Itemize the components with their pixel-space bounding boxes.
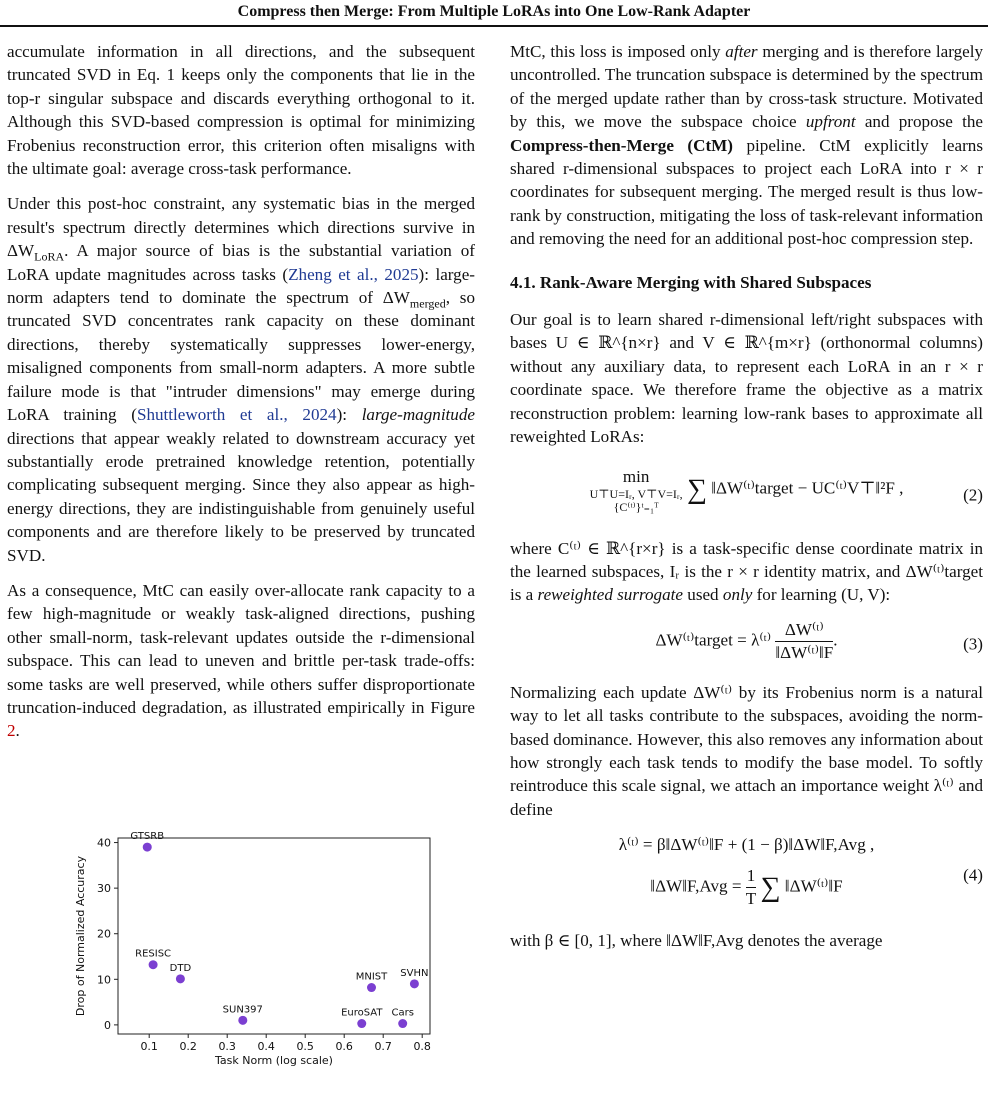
y-axis-label: Drop of Normalized Accuracy xyxy=(74,855,87,1017)
right-p1-em-upfront: upfront xyxy=(805,112,856,132)
right-paragraph-2 xyxy=(510,308,983,448)
x-tick-label: 0.7 xyxy=(374,1040,392,1053)
left-p2-text-a: Under this post-hoc constraint, any systematic bias in the merged result's spectrum directly determines which directions survive in ΔW xyxy=(7,194,475,261)
data-point xyxy=(176,974,185,983)
eq3-numerator: ΔW⁽ᵗ⁾ xyxy=(784,619,824,639)
eq3-lhs: ΔW⁽ᵗ⁾target = λ⁽ᵗ⁾ xyxy=(655,630,772,650)
left-p2-emphasis: large-magnitude xyxy=(361,405,475,425)
right-paragraph-5 xyxy=(510,929,983,952)
right-p3-em-surrogate: reweighted surrogate xyxy=(537,585,683,605)
x-tick-label: 0.8 xyxy=(413,1040,431,1053)
running-title: Compress then Merge: From Multiple LoRAs into One Low-Rank Adapter xyxy=(237,3,751,20)
section-heading: 4.1. Rank-Aware Merging with Shared Subspaces xyxy=(510,272,872,292)
right-p3-em-only: only xyxy=(722,585,753,605)
left-p2-text-b: . A major source of bias is the substantial variation of LoRA update magnitudes across tasks ( xyxy=(7,241,475,284)
eq4-line-2 xyxy=(510,865,983,910)
data-point-label: EuroSAT xyxy=(341,1007,383,1019)
eq4-one-over-T: $\frac{1}{T}$ xyxy=(745,865,757,908)
left-paragraph-1 xyxy=(7,40,475,180)
x-axis-label: Task Norm (log scale) xyxy=(215,1054,333,1067)
data-point xyxy=(357,1019,366,1028)
eq3-denominator: ‖ΔW⁽ᵗ⁾‖F xyxy=(775,642,834,662)
left-p2-text-c: ): large-norm adapters tend to dominate the spectrum of ΔW xyxy=(7,264,475,308)
right-column xyxy=(510,40,983,965)
eq4-number: (4) xyxy=(963,865,983,885)
data-point-label: RESISC xyxy=(135,948,172,960)
y-tick-label: 20 xyxy=(97,927,111,941)
left-p1-text: accumulate information in all directions, and the subsequent truncated SVD in Eq. 1 keeps only the components that lie in the top-r singular subspace and discards everything orthogonal to it. Although this SVD-based compression is optimal for minimizing Frobenius reconstruction error, this criterion often misaligns with the ultimate goal: average cross-task performance. xyxy=(7,42,475,179)
plot-frame xyxy=(118,838,430,1034)
eq4-line-1: λ⁽ᵗ⁾ = β‖ΔW⁽ᵗ⁾‖F + (1 − β)‖ΔW‖F,Avg , xyxy=(618,835,875,855)
left-p2-text-e: ): xyxy=(336,405,362,425)
header-rule xyxy=(0,25,988,27)
y-tick-label: 40 xyxy=(97,836,111,850)
right-p1-em-after: after xyxy=(725,42,758,61)
figure-scatter-chart xyxy=(60,832,440,1087)
x-tick-label: 0.5 xyxy=(296,1040,314,1053)
right-p1-bold-ctm: Compress-then-Merge (CtM) xyxy=(510,135,733,155)
x-tick-label: 0.2 xyxy=(179,1040,197,1053)
eq3-period: . xyxy=(833,630,838,650)
right-paragraph-4 xyxy=(510,681,983,821)
eq4-line2-rhs: ‖ΔW⁽ᵗ⁾‖F xyxy=(784,875,843,895)
data-point xyxy=(410,979,419,988)
data-point xyxy=(149,960,158,969)
eq2-min-block: min U⊤U=Iᵣ, V⊤V=Iᵣ, {C⁽ᵗ⁾}ᵗ₌₁ᵀ xyxy=(589,466,683,514)
left-column xyxy=(7,40,475,755)
data-point xyxy=(367,983,376,992)
x-tick-label: 0.4 xyxy=(257,1040,275,1053)
figure-ref-link[interactable]: 2 xyxy=(7,721,16,741)
data-point-label: Cars xyxy=(391,1007,414,1019)
data-point xyxy=(143,843,152,852)
data-point-label: MNIST xyxy=(355,971,388,983)
eq2-body: ‖ΔW⁽ᵗ⁾target − UC⁽ᵗ⁾V⊤‖²F , xyxy=(711,478,904,498)
left-p2-text-f: directions that appear weakly related to downstream accuracy yet substantially erode pretrained knowledge retention, potentially complicating subsequent merging. Since they also appear as high-energy directions, they are indistinguishable from genuinely useful components and are therefore likely to be preserved by truncated SVD. xyxy=(7,428,475,565)
right-p1-text-c: and propose the xyxy=(855,112,983,132)
y-tick-label: 0 xyxy=(104,1018,111,1032)
eq2-constraint-1: U⊤U=Iᵣ, V⊤V=Iᵣ, xyxy=(589,486,683,501)
eq4-line2-lhs: ‖ΔW‖F,Avg = xyxy=(650,875,742,895)
right-paragraph-3 xyxy=(510,537,983,607)
citation-zheng[interactable]: Zheng et al., 2025 xyxy=(288,264,419,284)
x-tick-label: 0.6 xyxy=(335,1040,353,1053)
page-header xyxy=(0,0,988,28)
left-p2-sub-merged: merged xyxy=(409,296,446,311)
eq3-number: (3) xyxy=(963,634,983,654)
left-p2-text-d: , so truncated SVD concentrates rank capacity on these dominant directions, thereby systematically suppresses lower-energy, misaligned components from small-norm adapters. A more subtle failure mode is that "intruder dimensions" may emerge during LoRA training ( xyxy=(7,288,475,425)
data-point xyxy=(398,1019,407,1028)
x-tick-label: 0.1 xyxy=(140,1040,158,1053)
right-p2-text: Our goal is to learn shared r-dimensional left/right subspaces with bases U ∈ ℝ^{n×r} and V ∈ ℝ^{m×r} (orthonormal columns) without any auxiliary data, to represent each LoRA in an r × r coordinate space. We therefore frame the objective as a matrix reconstruction problem: learning low-rank bases to approximate all reweighted LoRAs: xyxy=(510,310,983,447)
eq2-constraint-2: {C⁽ᵗ⁾}ᵗ₌₁ᵀ xyxy=(613,499,659,514)
data-point-label: DTD xyxy=(169,962,192,974)
right-p5-text: with β ∈ [0, 1], where ‖ΔW‖F,Avg denotes the average xyxy=(510,931,883,951)
equation-3 xyxy=(510,619,983,669)
data-point-label: SUN397 xyxy=(222,1004,263,1016)
equation-2 xyxy=(510,465,983,525)
eq2-sum-sign: ∑ xyxy=(686,473,707,505)
right-p3-text-c: for learning (U, V): xyxy=(752,585,891,605)
eq4-sum-sign: ∑ xyxy=(760,871,781,903)
right-p1-text-a: MtC, this loss is imposed only xyxy=(510,42,726,61)
left-p2-sub-lora: LoRA xyxy=(34,249,65,264)
left-paragraph-3 xyxy=(7,579,475,743)
equation-4 xyxy=(510,833,983,917)
right-p1-text-d: pipeline. CtM explicitly learns shared r-dimensional subspaces to project each LoRA into r × r coordinates for subsequent merging. The merged result is thus low-rank by construction, mitigating the loss of task-relevant information and removing the need for an additional post-hoc compression step. xyxy=(510,135,984,249)
left-p3-text-b: . xyxy=(15,721,20,741)
right-p3-text-a: where C⁽ᵗ⁾ ∈ ℝ^{r×r} is a task-specific dense coordinate matrix in the learned subspaces, Iᵣ is the r × r identity matrix, and ΔW⁽ᵗ⁾target is a xyxy=(510,538,983,605)
left-paragraph-2 xyxy=(7,192,475,567)
x-tick-label: 0.3 xyxy=(218,1040,236,1053)
right-p3-text-b: used xyxy=(683,585,723,605)
right-paragraph-1 xyxy=(510,40,983,251)
data-point-label: SVHN xyxy=(400,967,429,979)
citation-shuttleworth[interactable]: Shuttleworth et al., 2024 xyxy=(136,405,337,425)
right-p4-text: Normalizing each update ΔW⁽ᵗ⁾ by its Frobenius norm is a natural way to let all tasks contribute to the subspaces, avoiding the norm-based dominance. However, this also removes any information about how strongly each task tends to modify the base model. To softly reintroduce this scale signal, we attach an importance weight λ⁽ᵗ⁾ and define xyxy=(510,682,983,819)
data-point xyxy=(238,1016,247,1025)
y-tick-label: 30 xyxy=(97,882,111,896)
data-point-label: GTSRB xyxy=(130,832,165,843)
right-p1-text-b: merging and is therefore largely uncontrolled. The truncation subspace is determined by the spectrum of the merged update rather than by cross-task structure. Motivated by this, we move the subspace choice xyxy=(510,42,984,132)
scatter-chart-svg xyxy=(60,832,440,1082)
y-tick-label: 10 xyxy=(97,973,111,987)
left-p3-text-a: As a consequence, MtC can easily over-allocate rank capacity to a few high-magnitude or weakly task-aligned directions, pushing other small-norm, task-relevant updates outside the r-dimensional subspace. This can lead to uneven and brittle per-task trade-offs: some tasks are well preserved, while others suffer disproportionate truncation-induced degradation, as illustrated empirically in Figure xyxy=(7,580,475,717)
eq2-number: (2) xyxy=(963,484,983,504)
eq3-fraction xyxy=(775,619,833,664)
